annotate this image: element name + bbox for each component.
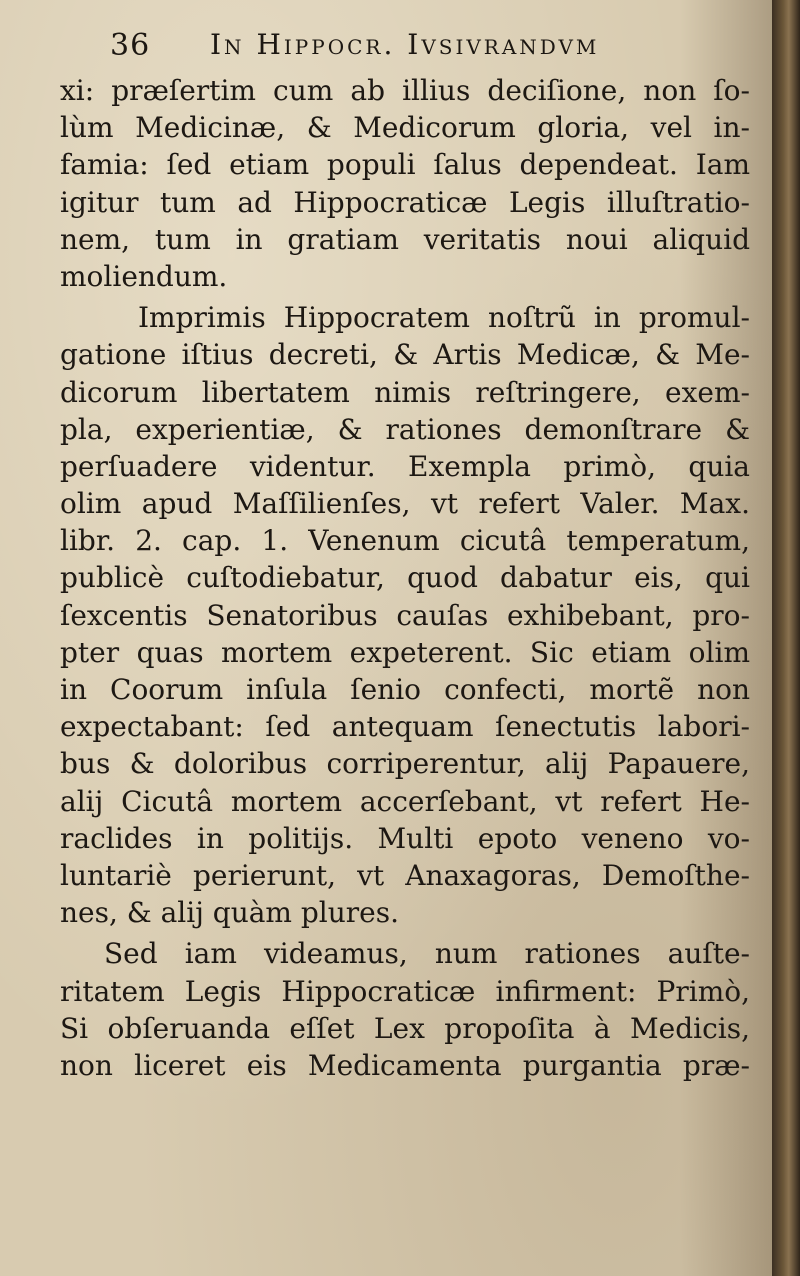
text-line: Imprimis Hippocratem noſtrũ in promul- — [138, 301, 750, 335]
text-line: nem, tum in gratiam veritatis noui aliquid — [60, 222, 750, 256]
text-line: pla, experientiæ, & rationes demonſtrare & — [60, 412, 750, 446]
text-line: in Coorum inſula ſenio confecti, mortẽ non — [60, 673, 750, 706]
text-line: olim apud Maſſilienſes, vt refert Valer. Max. — [60, 487, 750, 521]
text-line: Sed iam videamus, num rationes auſte- — [104, 937, 750, 971]
text-line: bus & doloribus corriperentur, alij Papauere, — [60, 747, 750, 781]
book-spine — [772, 0, 800, 1276]
text-line: nes, & alij quàm plures. — [60, 896, 400, 930]
text-line: xi: præſertim cum ab illius deciſione, non ſo- — [60, 74, 750, 107]
text-line: gatione iſtius decreti, & Artis Medicæ, & Me- — [60, 338, 750, 372]
text-line: ſexcentis Senatoribus cauſas exhibebant, pro- — [60, 598, 750, 632]
text-line: perſuadere videntur. Exempla primò, quia — [60, 449, 750, 483]
paragraph — [60, 72, 750, 295]
paragraph — [60, 299, 750, 931]
paragraph — [60, 935, 750, 1084]
running-head: In Hippocr. Ivsivrandvm — [210, 28, 600, 61]
body-text — [60, 72, 750, 1084]
text-line: moliendum. — [60, 259, 228, 293]
text-line: Si obſeruanda eſſet Lex propoſita à Medicis, — [60, 1011, 750, 1045]
text-line: non liceret eis Medicamenta purgantia præ- — [60, 1048, 750, 1082]
text-line: expectabant: ſed antequam ſenectutis labori- — [60, 710, 750, 744]
text-line: lùm Medicinæ, & Medicorum gloria, vel in- — [60, 111, 750, 145]
text-line: pter quas mortem expeterent. Sic etiam olim — [60, 635, 750, 669]
text-line: famia: ſed etiam populi ſalus dependeat. Iam — [60, 148, 750, 182]
text-line: raclides in politijs. Multi epoto veneno vo- — [60, 821, 750, 855]
text-line: alij Cicutâ mortem accerſebant, vt refert He- — [60, 784, 750, 818]
text-line: igitur tum ad Hippocraticæ Legis illuſtratio- — [60, 185, 750, 219]
text-line: dicorum libertatem nimis reſtringere, exem- — [60, 375, 750, 409]
page-header — [110, 24, 670, 68]
text-line: luntariè perierunt, vt Anaxagoras, Demoſthe- — [60, 858, 750, 892]
page-number: 36 — [110, 28, 151, 63]
text-line: publicè cuſtodiebatur, quod dabatur eis, qui — [60, 561, 750, 595]
text-line: ritatem Legis Hippocraticæ infirment: Primò, — [60, 974, 750, 1008]
text-line: libr. 2. cap. 1. Venenum cicutâ temperatum, — [60, 524, 750, 558]
